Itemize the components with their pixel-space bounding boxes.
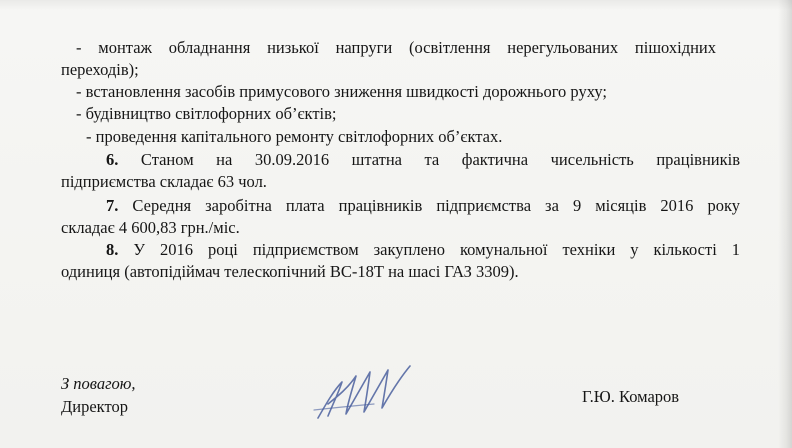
item-8-text: У 2016 році підприємством закуплено комунальної техніки у кількості 1 — [133, 240, 740, 259]
signer-position: Директор — [61, 397, 128, 416]
paper-top-shadow — [0, 0, 792, 10]
item-6-number: 6. — [106, 150, 119, 169]
item-6-line-1 — [106, 150, 740, 170]
list-line-speed-reduction: - встановлення засобів примусового зниження швидкості дорожнього руху; — [76, 82, 607, 101]
handwritten-signature — [312, 360, 422, 424]
item-6-text: Станом на 30.09.2016 штатна та фактична чисельність працівників — [140, 150, 740, 169]
item-8-line-1 — [106, 240, 740, 260]
item-7-number: 7. — [106, 196, 119, 215]
list-line-traffic-lights: - будівництво світлофорних об’єктів; — [76, 104, 337, 123]
list-line-crossings: переходів); — [61, 60, 139, 79]
list-line-equipment-installation: - монтаж обладнання низької напруги (освітлення нерегульованих пішохідних — [76, 38, 716, 57]
item-7-line-1 — [106, 196, 740, 216]
item-7-line-2: складає 4 600,83 грн./міс. — [61, 218, 240, 237]
list-line-capital-repair: - проведення капітального ремонту світлофорних об’єктах. — [86, 127, 503, 146]
item-6-line-2: підприємства складає 63 чол. — [61, 172, 267, 191]
paper-edge-shadow — [778, 0, 792, 448]
item-8-line-2: одиниця (автопідіймач телескопічний ВС-18Т на шасі ГАЗ 3309). — [61, 262, 519, 281]
signer-name: Г.Ю. Комаров — [582, 387, 680, 406]
item-8-number: 8. — [106, 240, 119, 259]
item-7-text: Середня заробітна плата працівників підприємства за 9 місяців 2016 року — [132, 196, 740, 215]
closing-regards: З повагою, — [61, 374, 136, 393]
